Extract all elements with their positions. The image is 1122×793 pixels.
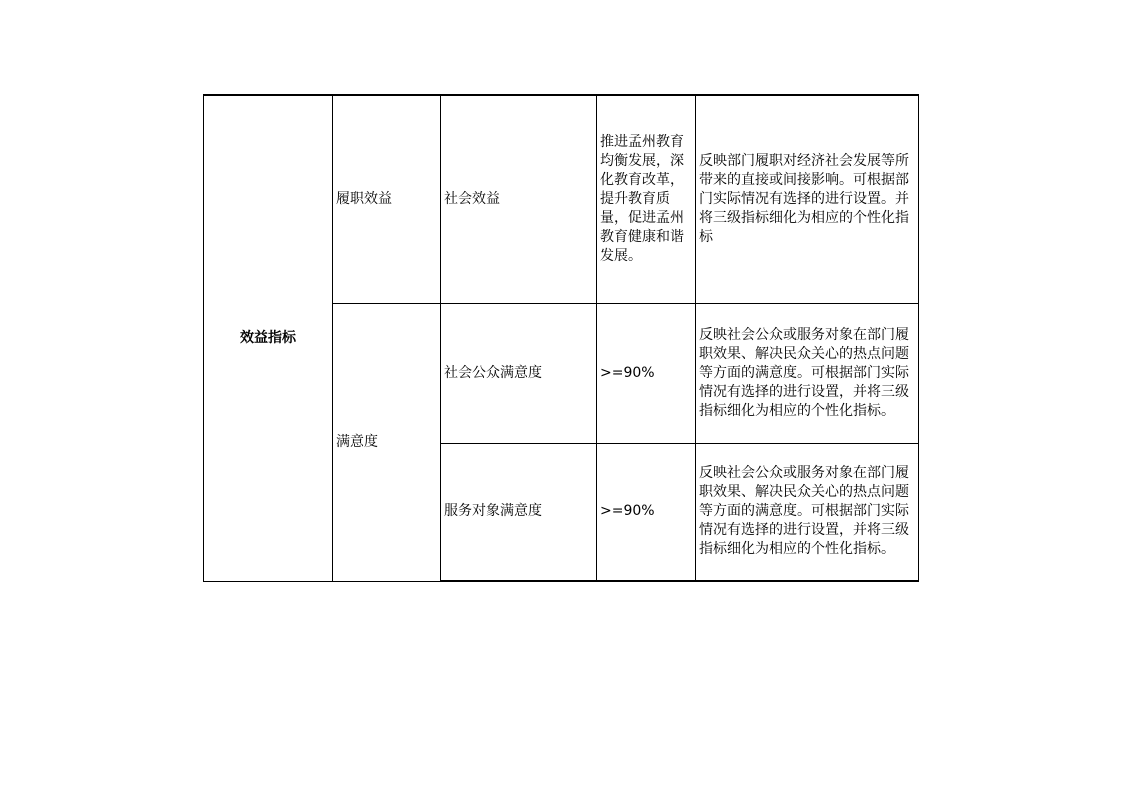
level3-indicator-cell: 社会效益 <box>441 95 597 303</box>
level1-category-cell: 效益指标 <box>204 95 333 581</box>
performance-indicator-table <box>203 94 919 582</box>
level3-indicator-cell: 服务对象满意度 <box>441 443 597 581</box>
indicator-description-cell: 反映部门履职对经济社会发展等所带来的直接或间接影响。可根据部门实际情况有选择的进行设置。并将三级指标细化为相应的个性化指标 <box>696 95 919 303</box>
level2-indicator-cell: 满意度 <box>333 303 441 581</box>
indicator-description-cell: 反映社会公众或服务对象在部门履职效果、解决民众关心的热点问题等方面的满意度。可根据部门实际情况有选择的进行设置，并将三级指标细化为相应的个性化指标。 <box>696 303 919 443</box>
table-row <box>204 95 919 303</box>
indicator-description-cell: 反映社会公众或服务对象在部门履职效果、解决民众关心的热点问题等方面的满意度。可根据部门实际情况有选择的进行设置，并将三级指标细化为相应的个性化指标。 <box>696 443 919 581</box>
level3-indicator-cell: 社会公众满意度 <box>441 303 597 443</box>
target-value-cell: >=90% <box>597 443 696 581</box>
target-value-cell: 推进孟州教育均衡发展，深化教育改革，提升教育质量，促进孟州教育健康和谐发展。 <box>597 95 696 303</box>
level2-indicator-cell: 履职效益 <box>333 95 441 303</box>
target-value-cell: >=90% <box>597 303 696 443</box>
